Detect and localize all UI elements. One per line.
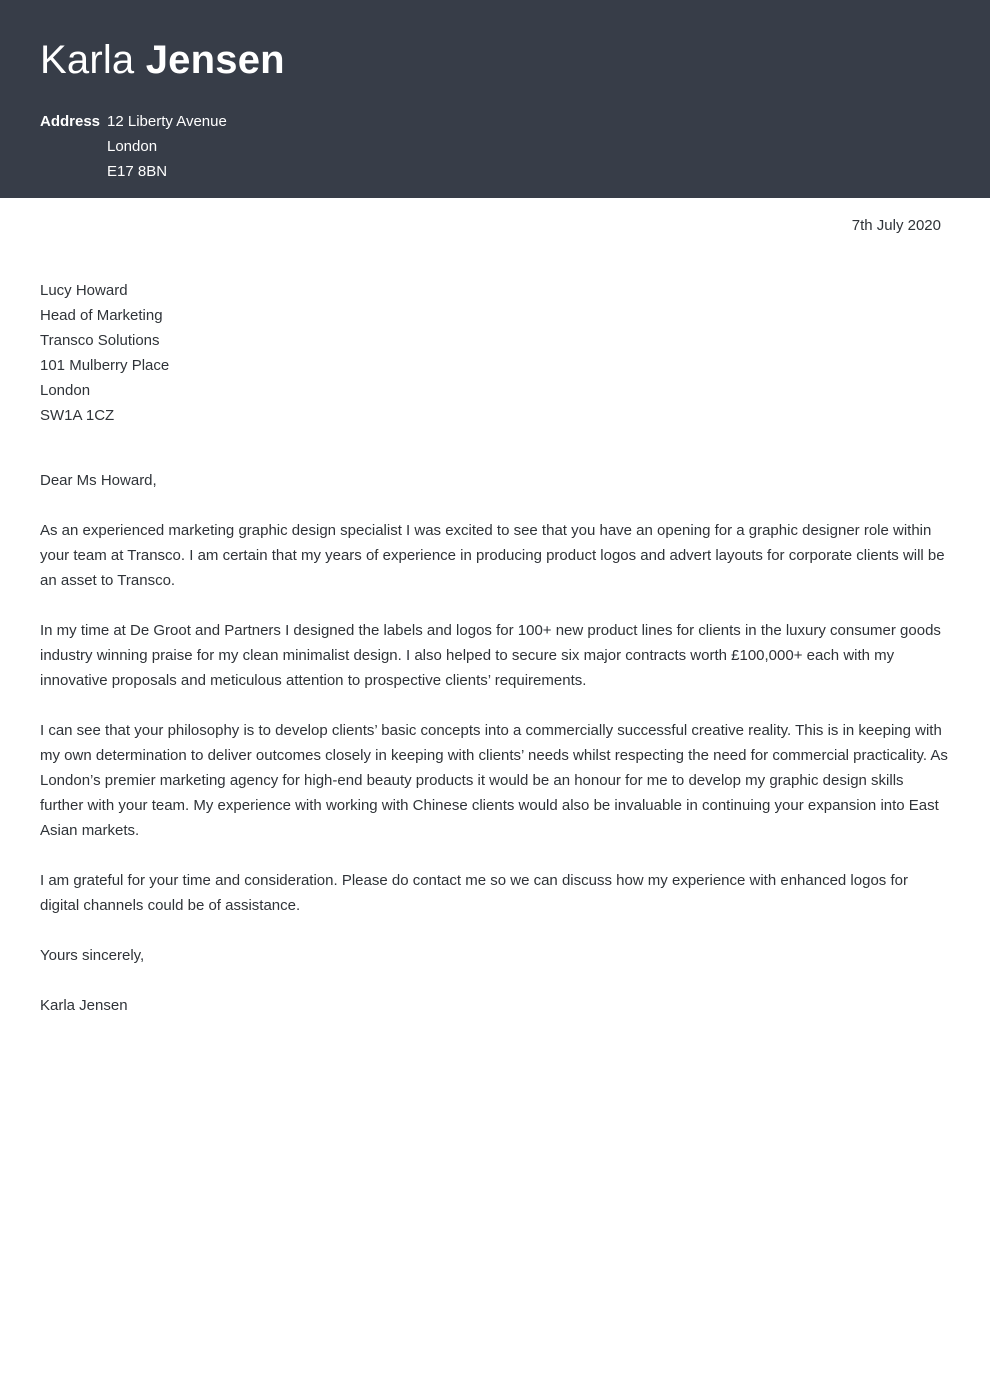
closing: Yours sincerely, [40, 947, 145, 964]
recipient-city: London [40, 382, 91, 399]
address-line: E17 8BN [107, 163, 168, 180]
signature-name: Karla Jensen [40, 997, 128, 1014]
recipient-postcode: SW1A 1CZ [40, 407, 115, 424]
sender-address [40, 109, 950, 184]
recipient-company: Transco Solutions [40, 332, 160, 349]
recipient-name: Lucy Howard [40, 282, 128, 299]
body-paragraph: I can see that your philosophy is to develop clients’ basic concepts into a commercially successful creative reality. This is in keeping with my own determination to deliver outcomes closely in keeping with clients’ needs whilst respecting the need for commercial practicality. As London’s premier marketing agency for high-end beauty products it would be an honour for me to develop my graphic design skills further with your team. My experience with working with Chinese clients would also be invaluable in continuing your expansion into East Asian markets. [40, 722, 948, 839]
applicant-name [40, 36, 950, 84]
body-paragraph: As an experienced marketing graphic design specialist I was excited to see that you have an opening for a graphic designer role within your team at Transco. I am certain that my years of experience in producing product logos and advert layouts for corporate clients will be an asset to Transco. [40, 522, 945, 589]
body-paragraph: In my time at De Groot and Partners I designed the labels and logos for 100+ new product lines for clients in the luxury consumer goods industry winning praise for my clean minimalist design. I also helped to secure six major contracts worth £100,000+ each with my innovative proposals and meticulous attention to prospective clients’ requirements. [40, 622, 941, 689]
salutation: Dear Ms Howard, [40, 472, 157, 489]
address-label: Address [40, 113, 101, 130]
letter-date: 7th July 2020 [851, 217, 941, 234]
letter-header [0, 0, 990, 198]
recipient-title: Head of Marketing [40, 307, 163, 324]
recipient-street: 101 Mulberry Place [40, 357, 170, 374]
body-paragraph: I am grateful for your time and consideration. Please do contact me so we can discuss how my experience with enhanced logos for digital channels could be of assistance. [40, 872, 908, 914]
last-name: Jensen [145, 38, 285, 82]
recipient-address [40, 278, 950, 428]
address-line: London [107, 138, 158, 155]
letter-body [0, 213, 990, 1018]
first-name: Karla [40, 38, 135, 82]
address-lines [107, 109, 227, 184]
address-line: 12 Liberty Avenue [107, 113, 227, 130]
